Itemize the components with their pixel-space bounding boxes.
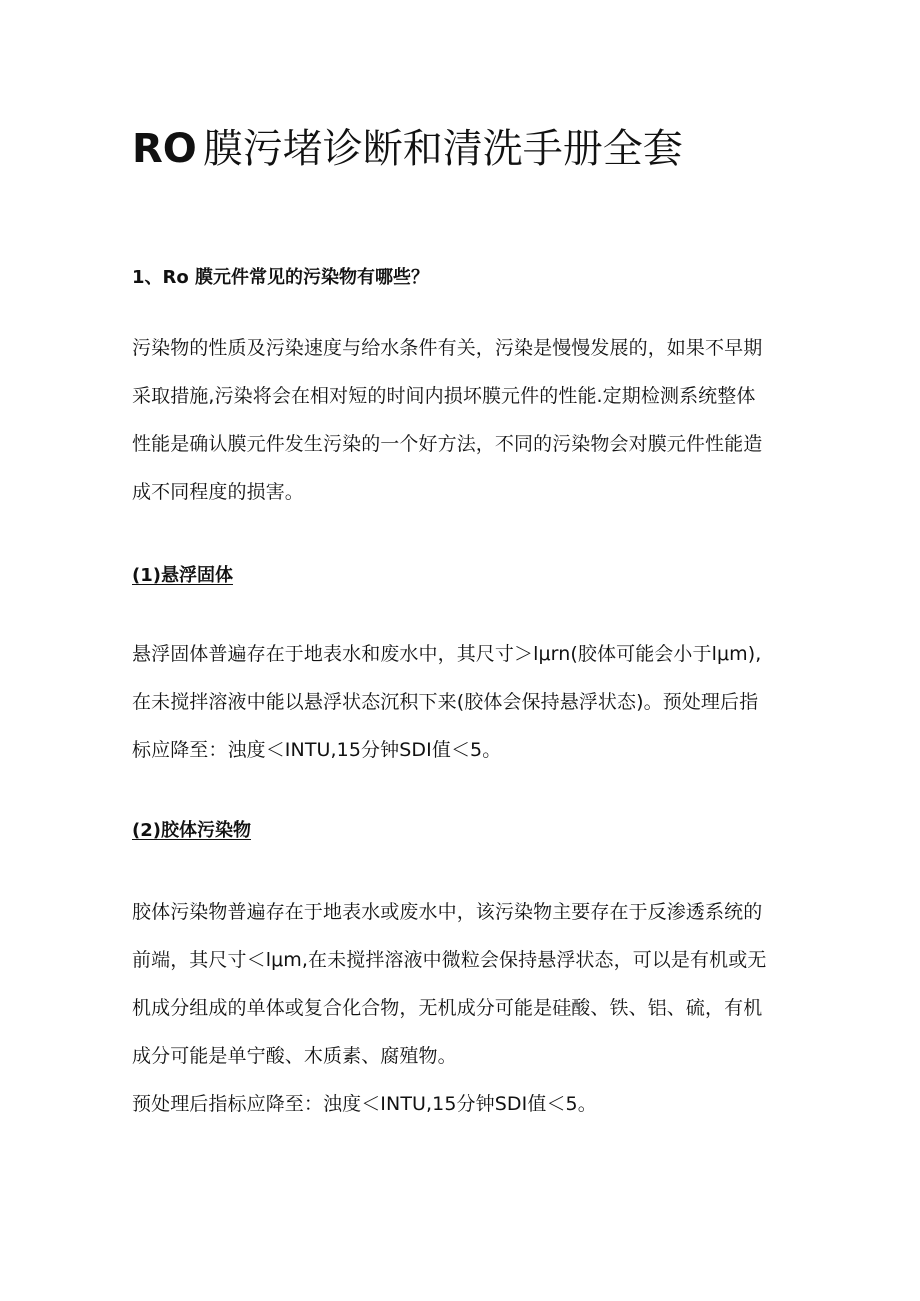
paragraph-line: 预处理后指标应降至：浊度＜INTU,15分钟SDI值＜5。	[132, 1093, 597, 1115]
document-title	[132, 120, 812, 178]
section-heading-suspended-solids: (1)悬浮固体	[132, 565, 233, 586]
paragraph-line: 悬浮固体普遍存在于地表水和废水中，其尺寸＞lμrn(胶体可能会小于lμm),	[132, 643, 762, 665]
paragraph-line: 机成分组成的单体或复合化合物，无机成分可能是硅酸、铁、铝、硫，有机	[132, 997, 763, 1019]
paragraph-line: 成不同程度的损害。	[132, 481, 304, 503]
paragraph-line: 成分可能是单宁酸、木质素、腐殖物。	[132, 1045, 457, 1067]
section-heading-colloids: (2)胶体污染物	[132, 820, 251, 841]
colloids-paragraph	[132, 888, 794, 1128]
paragraph-line: 前端，其尺寸＜lμm,在未搅拌溶液中微粒会保持悬浮状态，可以是有机或无	[132, 949, 767, 971]
paragraph-line: 标应降至：浊度＜INTU,15分钟SDI值＜5。	[132, 739, 502, 761]
intro-paragraph	[132, 324, 794, 516]
paragraph-line: 采取措施,污染将会在相对短的时间内损坏膜元件的性能.定期检测系统整体	[132, 385, 756, 407]
paragraph-line: 污染物的性质及污染速度与给水条件有关，污染是慢慢发展的，如果不早期	[132, 337, 763, 359]
paragraph-line: 性能是确认膜元件发生污染的一个好方法，不同的污染物会对膜元件性能造	[132, 433, 763, 455]
question-heading: 1、Ro 膜元件常见的污染物有哪些？	[132, 267, 430, 288]
title-text: 膜污堵诊断和清洗手册全套	[202, 126, 683, 172]
title-prefix: RO	[132, 126, 197, 172]
paragraph-line: 胶体污染物普遍存在于地表水或废水中，该污染物主要存在于反渗透系统的	[132, 901, 763, 923]
suspended-solids-paragraph	[132, 630, 794, 774]
paragraph-line: 在未搅拌溶液中能以悬浮状态沉积下来(胶体会保持悬浮状态)。预处理后指	[132, 691, 759, 713]
